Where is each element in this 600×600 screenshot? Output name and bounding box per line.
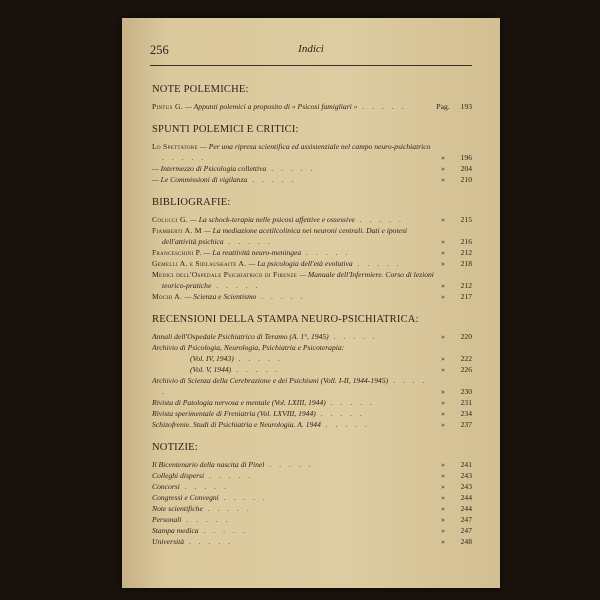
entry-title: — La reattività neuro-meningea bbox=[203, 248, 302, 257]
section-title: RECENSIONI DELLA STAMPA NEURO-PSICHIATRICA: bbox=[152, 314, 419, 325]
page-number: 256 bbox=[150, 43, 169, 57]
entry-text bbox=[152, 258, 436, 269]
entry-page-number: 226 bbox=[460, 365, 472, 374]
entry-text bbox=[152, 291, 436, 302]
index-entry bbox=[152, 459, 472, 470]
leader-dots: . . . . . bbox=[231, 365, 281, 374]
entry-title: — Per una ripresa scientifica ed assistenziale nel campo neuro-psichiatrico bbox=[200, 142, 431, 151]
index-entry bbox=[152, 291, 472, 302]
page-lead: » bbox=[441, 164, 445, 173]
page-lead: » bbox=[441, 237, 445, 246]
entry-text bbox=[152, 525, 436, 536]
leader-dots: . . . . . bbox=[179, 482, 229, 491]
entry-text bbox=[152, 163, 436, 174]
leader-dots: . . . . . bbox=[354, 215, 404, 224]
entry-text bbox=[152, 536, 436, 547]
leader-dots: . . . . . bbox=[162, 153, 207, 162]
entry-text bbox=[152, 342, 436, 353]
page-lead: » bbox=[441, 259, 445, 268]
leader-dots: . . . . . bbox=[266, 164, 316, 173]
entry-page-number: 212 bbox=[460, 248, 472, 257]
book-page bbox=[122, 18, 500, 588]
index-entry bbox=[152, 536, 472, 547]
leader-dots: . . . . . bbox=[202, 504, 252, 513]
section-title: SPUNTI POLEMICI E CRITICI: bbox=[152, 124, 299, 135]
leader-dots: . . . . . bbox=[256, 292, 306, 301]
section-title: BIBLIOGRAFIE: bbox=[152, 197, 231, 208]
page-lead: Pag. bbox=[436, 102, 450, 111]
entry-text bbox=[152, 174, 436, 185]
entry-page-number: 216 bbox=[460, 237, 472, 246]
entry-page-number: 244 bbox=[460, 493, 472, 502]
index-section bbox=[152, 314, 472, 430]
index-entry bbox=[152, 258, 472, 269]
index-entry bbox=[152, 470, 472, 481]
leader-dots: . . . . . bbox=[325, 398, 375, 407]
page-lead: » bbox=[441, 215, 445, 224]
index-entry bbox=[152, 492, 472, 503]
index-entry bbox=[152, 353, 472, 364]
entry-title: — Le Commissioni di vigilanza bbox=[152, 175, 248, 184]
index-entry bbox=[152, 269, 472, 291]
index-entry bbox=[152, 225, 472, 247]
entry-title: Rivista di Patologia nervosa e mentale (Vol. LXIII, 1944) bbox=[152, 398, 326, 407]
entry-text bbox=[152, 141, 436, 163]
index-entry bbox=[152, 397, 472, 408]
page-lead: » bbox=[441, 248, 445, 257]
entry-title: — Manuale dell'Infermiere. Corso di lezioni teorico-pratiche bbox=[162, 270, 434, 290]
leader-dots: . . . . . bbox=[264, 460, 314, 469]
entry-page-number: 231 bbox=[460, 398, 472, 407]
entry-title: — Intermezzo di Psicologia collettiva bbox=[152, 164, 267, 173]
entry-page-number: 222 bbox=[460, 354, 472, 363]
header-rule bbox=[150, 65, 472, 66]
section-title: NOTIZIE: bbox=[152, 442, 198, 453]
entry-text bbox=[152, 459, 436, 470]
entry-title: Annali dell'Ospedale Psichiatrico di Teramo (A. 1°, 1945) bbox=[152, 332, 329, 341]
entry-title: Schizofrenie. Studi di Psichiatria e Neurologia. A. 1944 bbox=[152, 420, 321, 429]
entry-text bbox=[152, 101, 436, 112]
entry-title: Il Bicentenario della nascita di Pinel bbox=[152, 460, 265, 469]
page-lead: » bbox=[441, 493, 445, 502]
entry-page-number: 247 bbox=[460, 526, 472, 535]
entry-title: Personali bbox=[152, 515, 182, 524]
entry-author: Fiamberti A. M bbox=[152, 226, 204, 235]
entry-text bbox=[152, 269, 436, 291]
entry-author: Mochi A. bbox=[152, 292, 185, 301]
index-entry bbox=[152, 342, 472, 353]
entry-title: Stampa medica bbox=[152, 526, 199, 535]
entry-title: (Vol. IV, 1943) bbox=[190, 354, 234, 363]
entry-page-number: 218 bbox=[460, 259, 472, 268]
index-section bbox=[152, 124, 472, 185]
section-title: NOTE POLEMICHE: bbox=[152, 84, 249, 95]
entry-title: Colleghi dispersi bbox=[152, 471, 205, 480]
entry-title: Rivista sperimentale di Freniatria (Vol. LXVIII, 1944) bbox=[152, 409, 316, 418]
page-lead: » bbox=[441, 460, 445, 469]
index-entry bbox=[152, 514, 472, 525]
entry-page-number: 248 bbox=[460, 537, 472, 546]
entry-author: Medici dell'Ospedale Psichiatrico di Firenze bbox=[152, 270, 300, 279]
entry-title: Congressi e Convegni bbox=[152, 493, 219, 502]
entry-author: Colucci G. bbox=[152, 215, 191, 224]
index-entry bbox=[152, 503, 472, 514]
entry-text bbox=[152, 503, 436, 514]
entry-text bbox=[152, 481, 436, 492]
entry-page-number: 241 bbox=[460, 460, 472, 469]
index-entry bbox=[152, 419, 472, 430]
index-section bbox=[152, 442, 472, 547]
leader-dots: . . . . . bbox=[218, 493, 268, 502]
entry-text bbox=[152, 375, 436, 397]
entry-title: — Appunti polemici a proposito di « Psicosi famigliari » bbox=[185, 102, 358, 111]
index-entry bbox=[152, 375, 472, 397]
leader-dots: . . . . . bbox=[328, 332, 378, 341]
entry-title: Università bbox=[152, 537, 185, 546]
entry-page-number: 234 bbox=[460, 409, 472, 418]
page-lead: » bbox=[441, 526, 445, 535]
entry-text bbox=[152, 397, 436, 408]
index-entry bbox=[152, 364, 472, 375]
leader-dots: . . . . . bbox=[320, 420, 370, 429]
entry-page-number: 230 bbox=[460, 387, 472, 396]
index-entry bbox=[152, 331, 472, 342]
leader-dots: . . . . . bbox=[301, 248, 351, 257]
entry-text bbox=[152, 214, 436, 225]
index-entry bbox=[152, 525, 472, 536]
entry-title: Archivio di Scienza della Cerebrazione e dei Psichismi (Voll. I-II, 1944-1945) bbox=[152, 376, 389, 385]
entry-page-number: 215 bbox=[460, 215, 472, 224]
page-lead: » bbox=[441, 537, 445, 546]
index-entry bbox=[152, 163, 472, 174]
entry-text bbox=[152, 492, 436, 503]
page-lead: » bbox=[441, 292, 445, 301]
entry-text bbox=[152, 419, 436, 430]
leader-dots: . . . . . bbox=[204, 471, 254, 480]
entry-title: Concorsi bbox=[152, 482, 180, 491]
index-entry bbox=[152, 408, 472, 419]
entry-text bbox=[152, 364, 436, 375]
entry-author: Gemelli A. e Sidlauskaite A. bbox=[152, 259, 249, 268]
entry-title: — Scienza e Scientismo bbox=[184, 292, 257, 301]
page-lead: » bbox=[441, 420, 445, 429]
entry-page-number: 237 bbox=[460, 420, 472, 429]
entry-page-number: 196 bbox=[460, 153, 472, 162]
entry-text bbox=[152, 247, 436, 258]
page-lead: » bbox=[441, 482, 445, 491]
page-lead: » bbox=[441, 409, 445, 418]
entry-title: Archivio di Psicologia, Neurologia, Psichiatria e Psicoterapia: bbox=[152, 343, 345, 352]
entry-title: — La schock-terapia nelle psicosi affettive e ossessive bbox=[190, 215, 355, 224]
leader-dots: . . . . . bbox=[162, 376, 428, 396]
entry-text bbox=[152, 408, 436, 419]
page-lead: » bbox=[441, 515, 445, 524]
entry-page-number: 244 bbox=[460, 504, 472, 513]
running-title: Indici bbox=[298, 43, 324, 55]
entry-title: Note scientifiche bbox=[152, 504, 203, 513]
page-lead: » bbox=[441, 175, 445, 184]
entry-page-number: 247 bbox=[460, 515, 472, 524]
page-lead: » bbox=[441, 387, 445, 396]
leader-dots: . . . . . bbox=[181, 515, 231, 524]
entry-page-number: 220 bbox=[460, 332, 472, 341]
page-lead: » bbox=[441, 471, 445, 480]
index-section bbox=[152, 197, 472, 302]
entry-page-number: 243 bbox=[460, 471, 472, 480]
entry-text bbox=[152, 353, 436, 364]
entry-title: (Vol. V, 1944) bbox=[190, 365, 232, 374]
entry-page-number: 210 bbox=[460, 175, 472, 184]
page-lead: » bbox=[441, 365, 445, 374]
entry-author: Pintus G. bbox=[152, 102, 186, 111]
page-lead: » bbox=[441, 332, 445, 341]
index-content bbox=[152, 84, 472, 559]
entry-text bbox=[152, 331, 436, 342]
index-entry bbox=[152, 214, 472, 225]
entry-page-number: 204 bbox=[460, 164, 472, 173]
page-header bbox=[150, 43, 472, 59]
index-entry bbox=[152, 247, 472, 258]
entry-title: — La mediazione acetilcolinica nei neuroni centrali. Dati e ipotesi dell'attività psichica bbox=[162, 226, 408, 246]
entry-text bbox=[152, 514, 436, 525]
leader-dots: . . . . . bbox=[247, 175, 297, 184]
leader-dots: . . . . . bbox=[315, 409, 365, 418]
entry-page-number: 212 bbox=[460, 281, 472, 290]
leader-dots: . . . . . bbox=[352, 259, 402, 268]
page-lead: » bbox=[441, 153, 445, 162]
page-lead: » bbox=[441, 398, 445, 407]
leader-dots: . . . . . bbox=[184, 537, 234, 546]
index-section bbox=[152, 84, 472, 112]
index-entry bbox=[152, 481, 472, 492]
leader-dots: . . . . . bbox=[198, 526, 248, 535]
leader-dots: . . . . . bbox=[211, 281, 261, 290]
page-lead: » bbox=[441, 354, 445, 363]
page-lead: » bbox=[441, 504, 445, 513]
entry-page-number: 243 bbox=[460, 482, 472, 491]
entry-text bbox=[152, 225, 436, 247]
index-entry bbox=[152, 141, 472, 163]
index-entry bbox=[152, 174, 472, 185]
entry-author: Lo Spettatore bbox=[152, 142, 201, 151]
entry-page-number: 193 bbox=[460, 102, 472, 111]
page-lead: » bbox=[441, 281, 445, 290]
index-entry bbox=[152, 101, 472, 112]
entry-title: — La psicologia dell'età evolutiva bbox=[248, 259, 353, 268]
entry-text bbox=[152, 470, 436, 481]
leader-dots: . . . . . bbox=[357, 102, 407, 111]
leader-dots: . . . . . bbox=[233, 354, 283, 363]
leader-dots: . . . . . bbox=[223, 237, 273, 246]
entry-author: Franceschini P. bbox=[152, 248, 204, 257]
entry-page-number: 217 bbox=[460, 292, 472, 301]
